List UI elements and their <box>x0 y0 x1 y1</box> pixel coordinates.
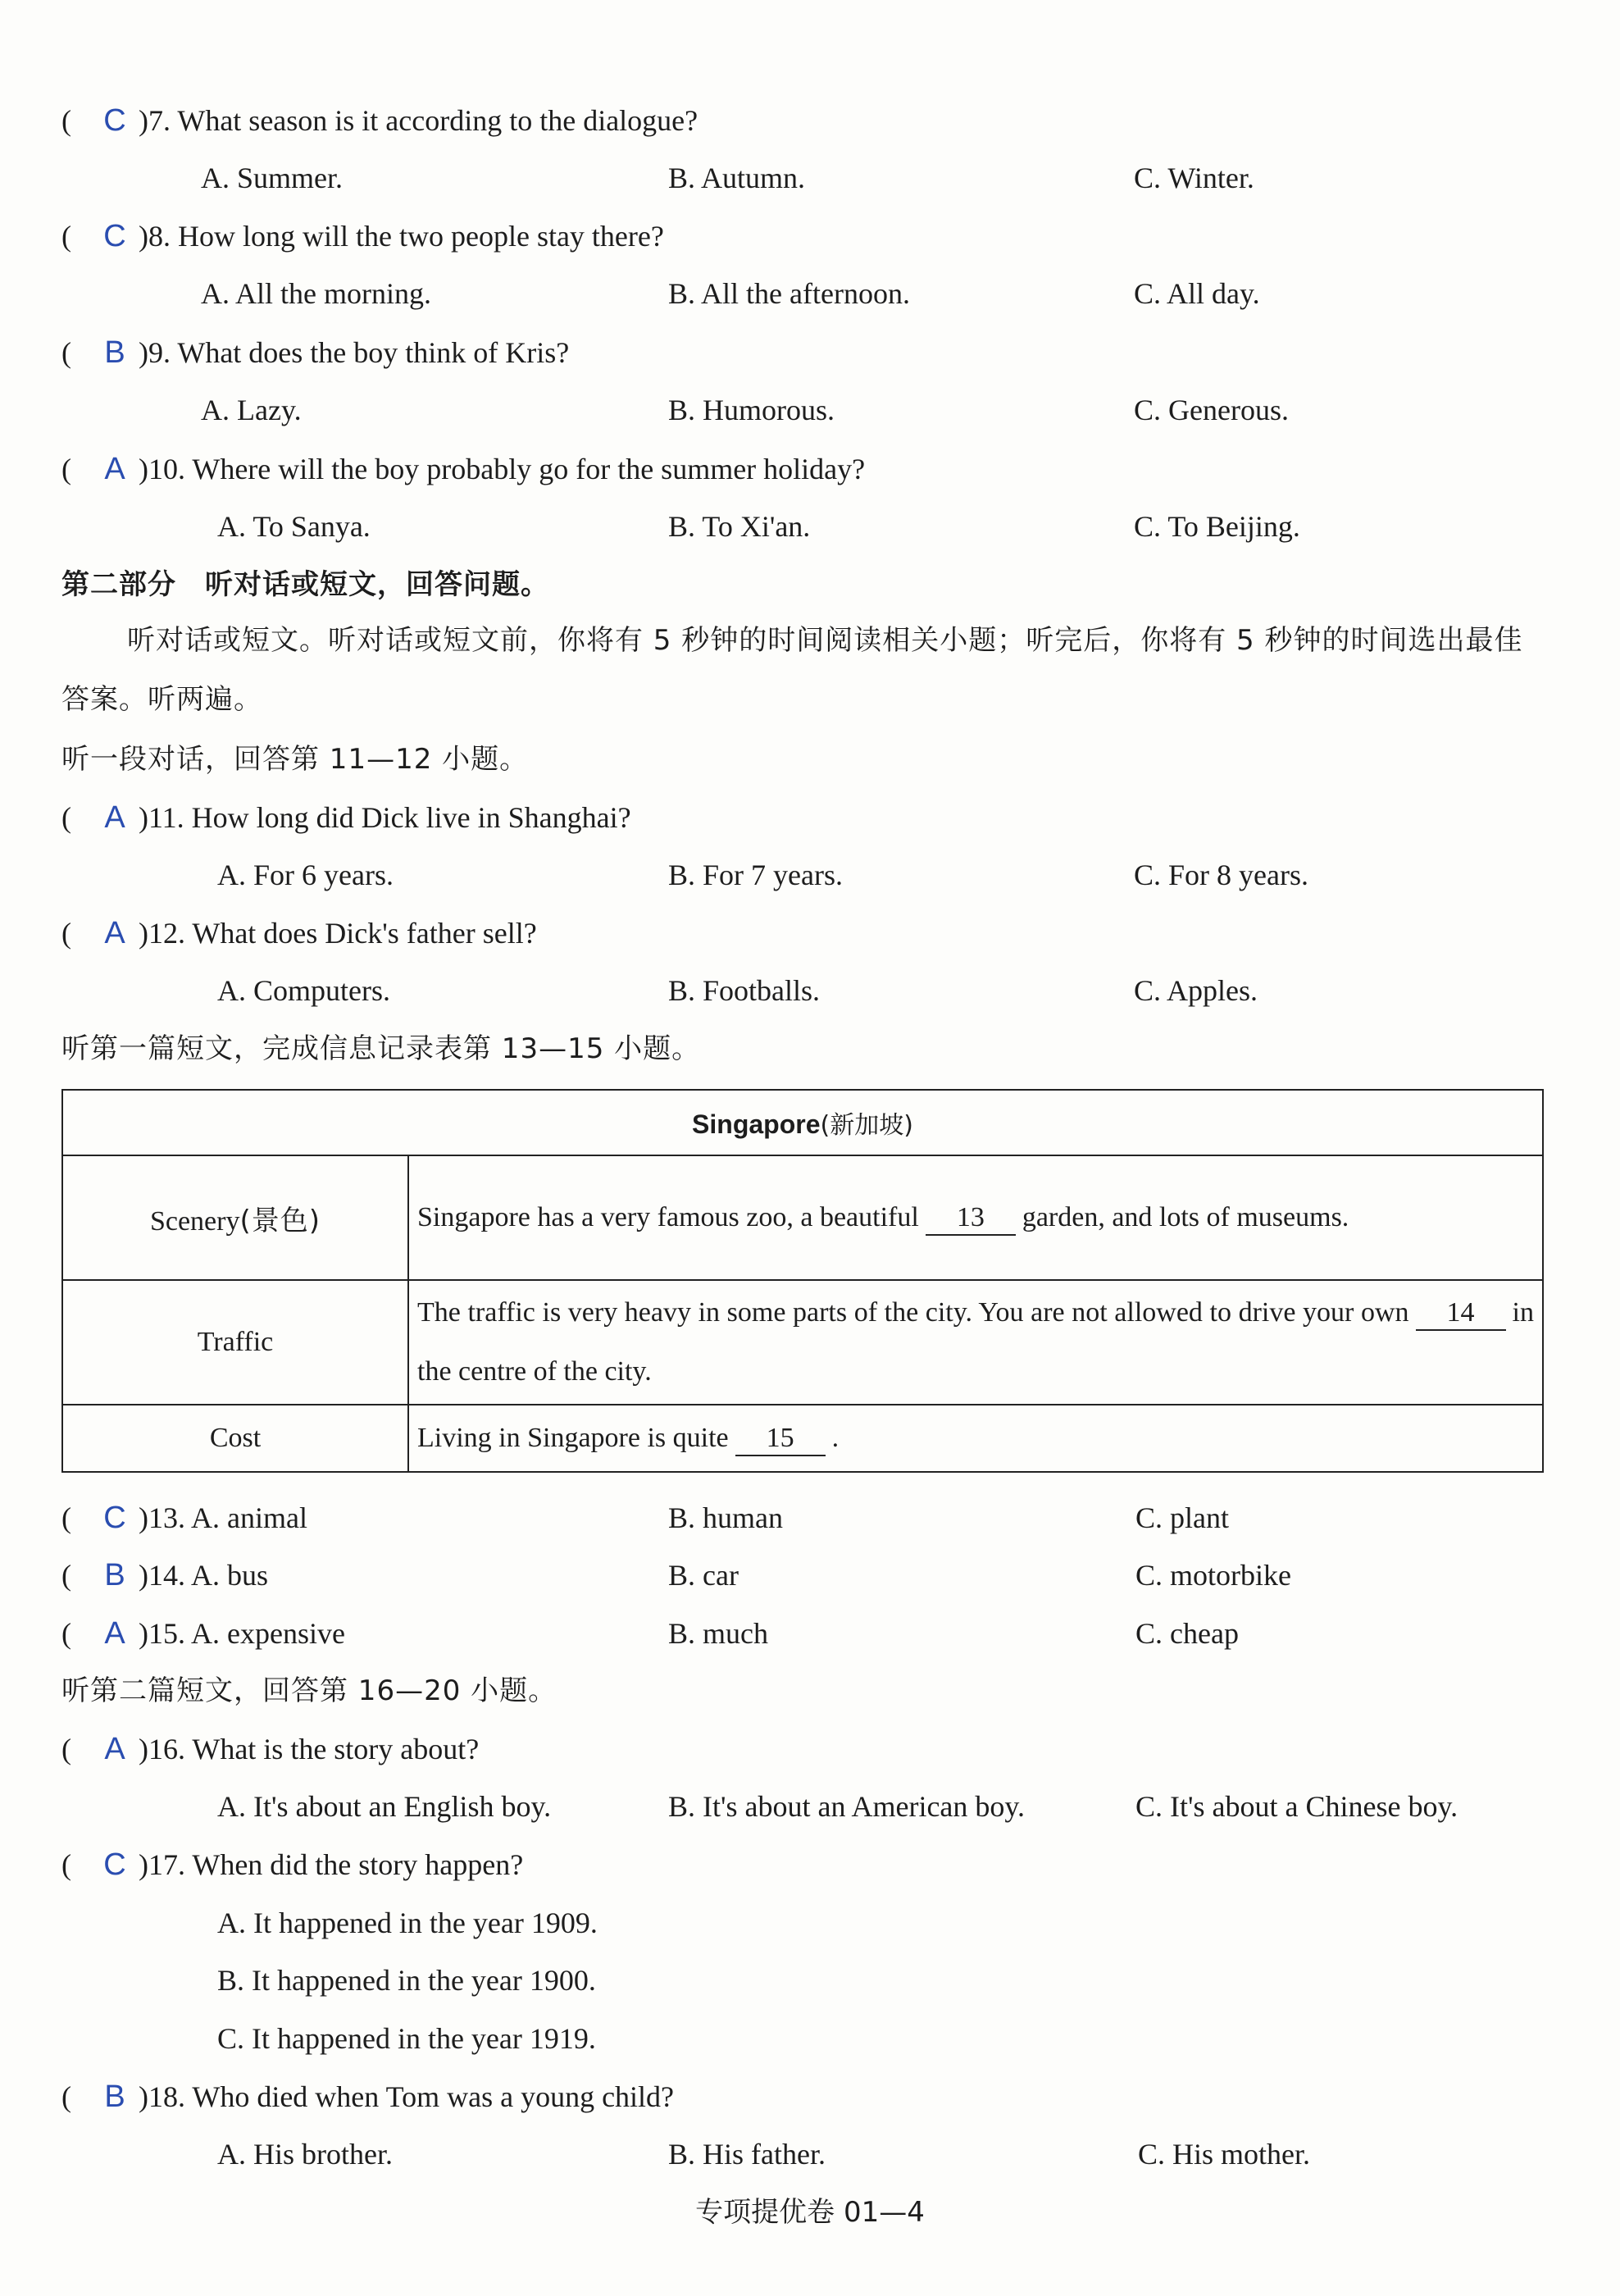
option-14a: A. bus <box>191 1559 269 1592</box>
row-label-traffic: Traffic <box>62 1280 408 1405</box>
question-12: ( A )12. What does Dick's father sell? <box>61 909 537 958</box>
answer-12: A <box>104 916 125 950</box>
question-13-number: )13. <box>139 1501 192 1534</box>
answer-9: B <box>104 335 125 370</box>
option-14c: C. motorbike <box>1135 1559 1291 1592</box>
answer-8: C <box>103 219 126 253</box>
option-18a: A. His brother. <box>217 2138 393 2171</box>
option-18c: C. His mother. <box>1138 2138 1311 2171</box>
option-7a: A. Summer. <box>201 162 344 194</box>
option-7b: B. Autumn. <box>668 162 806 194</box>
question-9: ( B )9. What does the boy think of Kris? <box>61 328 569 377</box>
question-8-number: )8. <box>139 220 178 253</box>
question-12-stem: What does Dick's father sell? <box>192 917 537 950</box>
row-text-scenery: Singapore has a very famous zoo, a beautiful 13 garden, and lots of museums. <box>408 1155 1543 1280</box>
question-7-number: )7. <box>139 104 178 137</box>
question-9-number: )9. <box>139 336 178 369</box>
option-11c: C. For 8 years. <box>1134 859 1308 891</box>
question-14-number: )14. <box>139 1559 192 1592</box>
option-10c: C. To Beijing. <box>1134 510 1300 543</box>
option-10b: B. To Xi'an. <box>668 510 811 543</box>
row-label-cost: Cost <box>62 1405 408 1472</box>
option-8b: B. All the afternoon. <box>668 277 910 310</box>
part-2-instructions: 听对话或短文。听对话或短文前，你将有 5 秒钟的时间阅读相关小题；听完后，你将有 5 秒钟的时间选出最佳答案。听两遍。 <box>61 624 1523 716</box>
option-15c: C. cheap <box>1135 1617 1239 1650</box>
page-footer: 专项提优卷 01—4 <box>695 2196 925 2229</box>
option-16b: B. It's about an American boy. <box>668 1790 1026 1823</box>
option-13c: C. plant <box>1135 1501 1229 1534</box>
question-16-stem: What is the story about? <box>192 1733 480 1765</box>
passage-2-intro: 听第二篇短文，回答第 16—20 小题。 <box>61 1674 557 1707</box>
question-16-number: )16. <box>139 1733 193 1765</box>
question-10-stem: Where will the boy probably go for the summer holiday? <box>192 453 866 485</box>
option-8c: C. All day. <box>1134 277 1260 310</box>
blank-14[interactable]: 14 <box>1416 1296 1506 1331</box>
answer-7: C <box>103 103 126 138</box>
option-15a: A. expensive <box>191 1617 345 1650</box>
table-title-cn: (新加坡) <box>820 1111 913 1140</box>
option-9c: C. Generous. <box>1134 394 1289 426</box>
question-18: ( B )18. Who died when Tom was a young child? <box>61 2072 674 2121</box>
table-title-en: Singapore <box>692 1109 821 1139</box>
question-10: ( A )10. Where will the boy probably go for the summer holiday? <box>61 444 865 494</box>
question-11-stem: How long did Dick live in Shanghai? <box>191 801 631 834</box>
question-18-number: )18. <box>139 2080 193 2113</box>
answer-10: A <box>104 452 125 486</box>
option-9a: A. Lazy. <box>201 394 302 426</box>
question-14: ( B )14. A. bus <box>61 1551 268 1600</box>
option-13a: A. animal <box>191 1501 307 1534</box>
question-15: ( A )15. A. expensive <box>61 1609 345 1658</box>
row-text-cost: Living in Singapore is quite 15 . <box>408 1405 1543 1472</box>
option-9b: B. Humorous. <box>668 394 835 426</box>
option-17a: A. It happened in the year 1909. <box>217 1906 598 1939</box>
question-9-stem: What does the boy think of Kris? <box>177 336 570 369</box>
answer-16: A <box>104 1732 125 1766</box>
option-11b: B. For 7 years. <box>668 859 843 891</box>
answer-13: C <box>103 1501 126 1535</box>
question-17: ( C )17. When did the story happen? <box>61 1840 523 1889</box>
question-16: ( A )16. What is the story about? <box>61 1724 479 1774</box>
question-7: ( C )7. What season is it according to the dialogue? <box>61 96 698 145</box>
question-11-number: )11. <box>139 801 192 834</box>
dialogue-intro: 听一段对话，回答第 11—12 小题。 <box>61 743 529 776</box>
row-label-scenery: Scenery(景色) <box>62 1155 408 1280</box>
option-16c: C. It's about a Chinese boy. <box>1135 1790 1458 1823</box>
question-13: ( C )13. A. animal <box>61 1493 307 1542</box>
option-12a: A. Computers. <box>217 974 390 1007</box>
part-2-heading: 第二部分 听对话或短文，回答问题。 <box>61 568 549 601</box>
option-12b: B. Footballs. <box>668 974 821 1007</box>
table-title <box>62 1090 1543 1155</box>
question-7-stem: What season is it according to the dialogue? <box>177 104 699 137</box>
option-13b: B. human <box>668 1501 783 1534</box>
row-text-traffic: The traffic is very heavy in some parts of the city. You are not allowed to drive your own 14 in the centre of the city. <box>408 1280 1543 1405</box>
option-8a: A. All the morning. <box>201 277 431 310</box>
answer-14: B <box>104 1558 125 1592</box>
passage-1-intro: 听第一篇短文，完成信息记录表第 13—15 小题。 <box>61 1032 701 1065</box>
answer-18: B <box>104 2080 125 2114</box>
option-11a: A. For 6 years. <box>217 859 394 891</box>
answer-11: A <box>104 800 125 835</box>
question-10-number: )10. <box>139 453 193 485</box>
option-7c: C. Winter. <box>1134 162 1254 194</box>
question-17-stem: When did the story happen? <box>192 1848 524 1881</box>
question-12-number: )12. <box>139 917 193 950</box>
question-15-number: )15. <box>139 1617 192 1650</box>
option-14b: B. car <box>668 1559 739 1592</box>
option-16a: A. It's about an English boy. <box>217 1790 552 1823</box>
option-18b: B. His father. <box>668 2138 826 2171</box>
option-10a: A. To Sanya. <box>217 510 371 543</box>
question-8-stem: How long will the two people stay there? <box>178 220 664 253</box>
option-15b: B. much <box>668 1617 768 1650</box>
question-17-number: )17. <box>139 1848 193 1881</box>
answer-15: A <box>104 1616 125 1651</box>
question-11: ( A )11. How long did Dick live in Shanghai? <box>61 793 631 842</box>
info-record-table <box>61 1089 1544 1473</box>
option-17c: C. It happened in the year 1919. <box>217 2022 596 2055</box>
question-8: ( C )8. How long will the two people stay there? <box>61 212 664 261</box>
answer-17: C <box>103 1847 126 1882</box>
option-17b: B. It happened in the year 1900. <box>217 1964 596 1997</box>
question-18-stem: Who died when Tom was a young child? <box>192 2080 675 2113</box>
blank-13[interactable]: 13 <box>926 1201 1016 1236</box>
blank-15[interactable]: 15 <box>735 1422 826 1456</box>
option-12c: C. Apples. <box>1134 974 1258 1007</box>
